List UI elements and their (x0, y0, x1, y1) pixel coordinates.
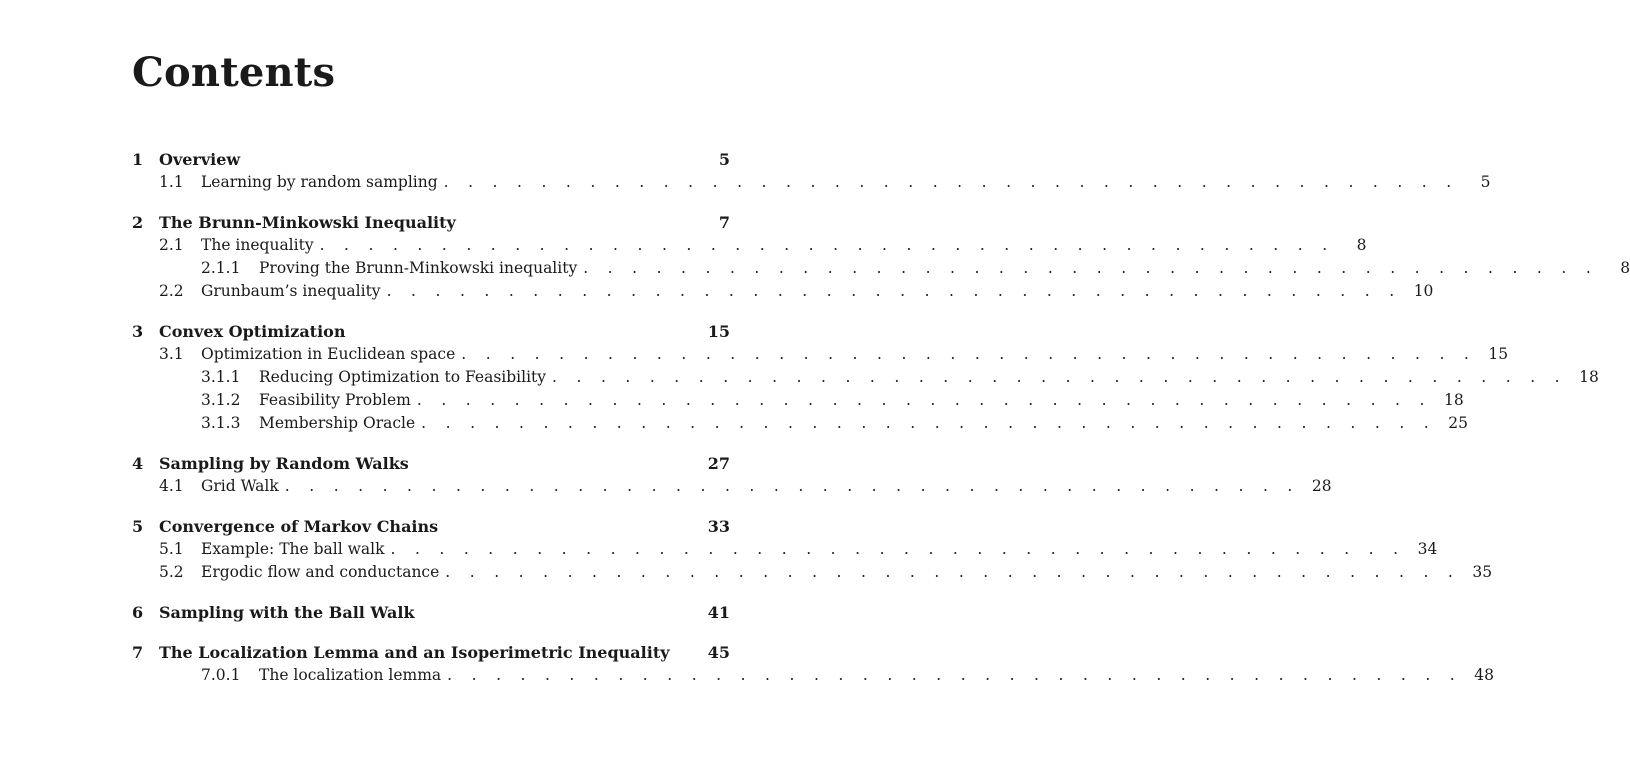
section-page: 8 (1356, 236, 1367, 254)
subsection-title: Reducing Optimization to Feasibility (259, 368, 547, 386)
chapter-title: Sampling with the Ball Walk (159, 603, 415, 622)
dot-leader: . . . . . . . . . . . . . . . . . . . . . . . . . . . . . . . . . . . . . . . . . . (447, 666, 1462, 684)
chapter-page: 45 (707, 643, 730, 662)
chapter-title: Convergence of Markov Chains (159, 517, 439, 536)
section-page: 5 (1480, 173, 1491, 191)
chapter-title: The Brunn-Minkowski Inequality (159, 213, 456, 232)
dot-leader: . . . . . . . . . . . . . . . . . . . . . . . . . . . . . . . . . . . . . . . . . . (552, 368, 1567, 386)
section-title: The inequality (201, 236, 314, 254)
dot-leader: . . . . . . . . . . . . . . . . . . . . . . . . . . . . . . . . . . . . . . . . . . (461, 345, 1477, 363)
chapter-number: 7 (132, 643, 144, 662)
section-title: Learning by random sampling (201, 173, 438, 191)
subsection-number: 3.1.2 (201, 391, 241, 409)
chapter-number: 4 (132, 454, 144, 473)
section-page: 15 (1488, 345, 1509, 363)
dot-leader: . . . . . . . . . . . . . . . . . . . . . . . . . . . . . . . . . . . . . . . . . . (443, 173, 1459, 191)
chapter-number: 1 (132, 150, 144, 169)
toc-section-5-1[interactable] (132, 540, 1438, 563)
subsection-number: 3.1.3 (201, 414, 241, 432)
toc-chapter-5[interactable] (132, 517, 730, 540)
toc-chapter-2[interactable] (132, 213, 730, 236)
subsection-title: Proving the Brunn-Minkowski inequality (259, 259, 578, 277)
section-page: 35 (1472, 563, 1493, 581)
chapter-number: 2 (132, 213, 144, 232)
section-page: 34 (1417, 540, 1438, 558)
section-number: 4.1 (159, 477, 184, 495)
section-title: Ergodic flow and conductance (201, 563, 440, 581)
subsection-title: Feasibility Problem (259, 391, 411, 409)
section-page: 10 (1413, 282, 1434, 300)
chapter-title: Overview (159, 150, 241, 169)
toc-section-1-1[interactable] (132, 173, 1491, 196)
section-title: Example: The ball walk (201, 540, 385, 558)
dot-leader: . . . . . . . . . . . . . . . . . . . . . . . . . . . . . . . . . . . . . . . . . . (421, 414, 1437, 432)
chapter-page: 5 (718, 150, 730, 169)
section-number: 5.1 (159, 540, 184, 558)
toc-chapter-1[interactable] (132, 150, 730, 173)
section-title: Grid Walk (201, 477, 279, 495)
toc-subsection-3-1-3[interactable] (132, 414, 1469, 437)
subsection-page: 18 (1443, 391, 1464, 409)
chapter-page: 41 (707, 603, 730, 622)
toc-chapter-7[interactable] (132, 643, 730, 666)
table-of-contents (132, 150, 1630, 689)
chapter-title: Sampling by Random Walks (159, 454, 409, 473)
toc-subsection-3-1-1[interactable] (132, 368, 1599, 391)
subsection-page: 18 (1579, 368, 1599, 386)
dot-leader: . . . . . . . . . . . . . . . . . . . . . . . . . . . . . . . . . . . . . . . . . . (416, 391, 1432, 409)
toc-section-2-2[interactable] (132, 282, 1434, 305)
toc-section-3-1[interactable] (132, 345, 1509, 368)
chapter-page: 27 (707, 454, 730, 473)
toc-section-5-2[interactable] (132, 563, 1493, 586)
subsection-number: 7.0.1 (201, 666, 241, 684)
dot-leader: . . . . . . . . . . . . . . . . . . . . . . . . . . . . . . . . . . . . . . . . . . (284, 477, 1300, 495)
toc-chapter-6[interactable] (132, 603, 730, 626)
subsection-number: 2.1.1 (201, 259, 241, 277)
dot-leader: . . . . . . . . . . . . . . . . . . . . . . . . . . . . . . . . . . . . . . . . . . (583, 259, 1599, 277)
chapter-page: 33 (707, 517, 730, 536)
chapter-number: 3 (132, 322, 144, 341)
subsection-number: 3.1.1 (201, 368, 241, 386)
subsection-title: Membership Oracle (259, 414, 416, 432)
chapter-title: The Localization Lemma and an Isoperimetric Inequality (159, 643, 670, 662)
chapter-number: 5 (132, 517, 144, 536)
section-number: 2.2 (159, 282, 184, 300)
chapter-title: Convex Optimization (159, 322, 346, 341)
toc-subsection-3-1-2[interactable] (132, 391, 1464, 414)
dot-leader: . . . . . . . . . . . . . . . . . . . . . . . . . . . . . . . . . . . . . . . . . . (445, 563, 1461, 581)
section-number: 5.2 (159, 563, 184, 581)
page-title: Contents (132, 48, 336, 96)
toc-section-4-1[interactable] (132, 477, 1332, 500)
section-number: 3.1 (159, 345, 184, 363)
toc-subsection-2-1-1[interactable] (132, 259, 1630, 282)
chapter-page: 15 (707, 322, 730, 341)
chapter-number: 6 (132, 603, 144, 622)
subsection-page: 25 (1448, 414, 1469, 432)
section-number: 1.1 (159, 173, 184, 191)
toc-section-2-1[interactable] (132, 236, 1367, 259)
section-page: 28 (1311, 477, 1332, 495)
section-number: 2.1 (159, 236, 184, 254)
chapter-page: 7 (718, 213, 730, 232)
dot-leader: . . . . . . . . . . . . . . . . . . . . . . . . . . . . . . . . . . . . . . . . . . (319, 236, 1335, 254)
subsection-page: 8 (1620, 259, 1630, 277)
toc-chapter-3[interactable] (132, 322, 730, 345)
toc-chapter-4[interactable] (132, 454, 730, 477)
dot-leader: . . . . . . . . . . . . . . . . . . . . . . . . . . . . . . . . . . . . . . . . . . (390, 540, 1406, 558)
section-title: Grunbaum’s inequality (201, 282, 381, 300)
dot-leader: . . . . . . . . . . . . . . . . . . . . . . . . . . . . . . . . . . . . . . . . . . (386, 282, 1402, 300)
subsection-title: The localization lemma (259, 666, 442, 684)
toc-subsection-7-0-1[interactable] (132, 666, 1494, 689)
section-title: Optimization in Euclidean space (201, 345, 456, 363)
subsection-page: 48 (1474, 666, 1494, 684)
